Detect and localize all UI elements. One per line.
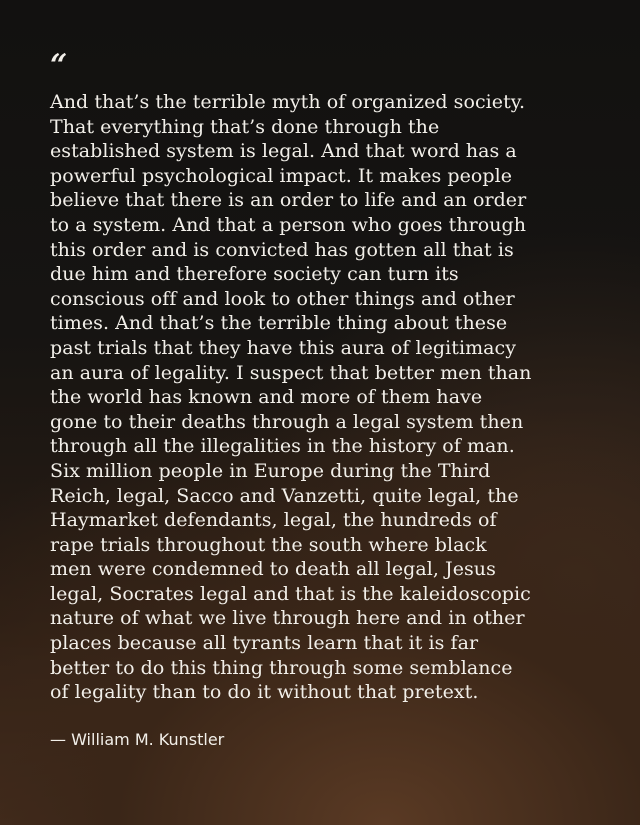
quote-line: the world has known and more of them have — [50, 386, 483, 409]
quote-line: rape trials throughout the south where black — [50, 533, 487, 556]
quote-line: established system is legal. And that word has a — [50, 140, 517, 163]
quote-line: past trials that they have this aura of legitimacy — [50, 336, 517, 359]
quote-line: men were condemned to death all legal, Jesus — [50, 558, 496, 581]
quote-line: through all the illegalities in the history of man. — [50, 435, 515, 458]
quote-line: Haymarket defendants, legal, the hundreds of — [50, 509, 497, 532]
quote-line: due him and therefore society can turn its — [50, 263, 459, 286]
quote-line: believe that there is an order to life and an order — [50, 189, 527, 212]
quote-line: That everything that’s done through the — [50, 115, 440, 138]
quote-line: better to do this thing through some semblance — [50, 656, 513, 679]
quote-text — [50, 90, 610, 705]
quote-line: powerful psychological impact. It makes people — [50, 164, 513, 187]
quote-line: places because all tyrants learn that it is far — [50, 632, 479, 655]
quote-line: times. And that’s the terrible thing about these — [50, 312, 508, 335]
quote-line: nature of what we live through here and in other — [50, 607, 525, 630]
quote-line: And that’s the terrible myth of organized society. — [50, 91, 526, 113]
quote-line: an aura of legality. I suspect that better men than — [50, 361, 532, 384]
quote-line: to a system. And that a person who goes through — [50, 213, 527, 236]
quote-line: of legality than to do it without that pretext. — [50, 681, 479, 704]
quote-line: Six million people in Europe during the Third — [50, 459, 491, 482]
quote-mark-icon: “ — [50, 48, 65, 83]
quote-line: conscious off and look to other things and other — [50, 287, 515, 310]
quote-line: Reich, legal, Sacco and Vanzetti, quite legal, the — [50, 484, 519, 507]
quote-author: — William M. Kunstler — [50, 729, 225, 749]
quote-line: legal, Socrates legal and that is the kaleidoscopic — [50, 582, 531, 605]
quote-card — [50, 48, 610, 749]
quote-line: gone to their deaths through a legal system then — [50, 410, 524, 433]
quote-line: this order and is convicted has gotten all that is — [50, 238, 514, 261]
